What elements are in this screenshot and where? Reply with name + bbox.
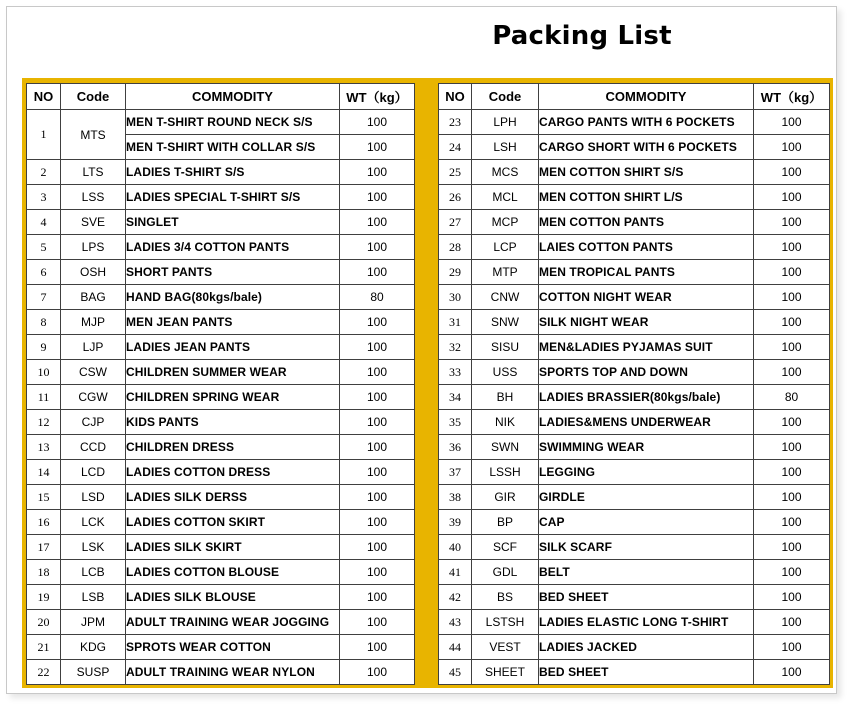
table-body-left bbox=[27, 110, 415, 685]
item-weight: 100 bbox=[340, 210, 415, 235]
item-number: 24 bbox=[439, 135, 472, 160]
table-row bbox=[439, 235, 830, 260]
table-row bbox=[27, 385, 415, 410]
table-row bbox=[27, 585, 415, 610]
item-commodity: SILK SCARF bbox=[539, 535, 754, 560]
item-weight: 100 bbox=[754, 160, 830, 185]
item-weight: 100 bbox=[754, 585, 830, 610]
item-weight: 100 bbox=[754, 510, 830, 535]
table-row bbox=[27, 310, 415, 335]
item-weight: 80 bbox=[754, 385, 830, 410]
item-number: 28 bbox=[439, 235, 472, 260]
table-row bbox=[439, 585, 830, 610]
item-number: 10 bbox=[27, 360, 61, 385]
table-row bbox=[27, 285, 415, 310]
item-code: SNW bbox=[472, 310, 539, 335]
table-row bbox=[27, 235, 415, 260]
item-number: 40 bbox=[439, 535, 472, 560]
item-commodity: LADIES COTTON BLOUSE bbox=[126, 560, 340, 585]
item-number: 27 bbox=[439, 210, 472, 235]
packing-table-right bbox=[438, 83, 830, 685]
table-row bbox=[27, 560, 415, 585]
item-code: GDL bbox=[472, 560, 539, 585]
item-number: 20 bbox=[27, 610, 61, 635]
item-commodity: LADIES SILK SKIRT bbox=[126, 535, 340, 560]
item-weight: 100 bbox=[340, 185, 415, 210]
item-commodity: MEN COTTON PANTS bbox=[539, 210, 754, 235]
item-weight: 100 bbox=[754, 610, 830, 635]
item-weight: 100 bbox=[754, 110, 830, 135]
item-weight: 100 bbox=[754, 185, 830, 210]
table-row bbox=[439, 110, 830, 135]
item-weight: 100 bbox=[754, 310, 830, 335]
item-number: 6 bbox=[27, 260, 61, 285]
item-weight: 100 bbox=[340, 560, 415, 585]
item-commodity: LADIES SILK BLOUSE bbox=[126, 585, 340, 610]
item-commodity: MEN&LADIES PYJAMAS SUIT bbox=[539, 335, 754, 360]
item-code: GIR bbox=[472, 485, 539, 510]
item-commodity: CHILDREN SPRING WEAR bbox=[126, 385, 340, 410]
table-row bbox=[439, 285, 830, 310]
table-row bbox=[439, 185, 830, 210]
item-number: 34 bbox=[439, 385, 472, 410]
header-code: Code bbox=[61, 84, 126, 110]
item-weight: 100 bbox=[754, 135, 830, 160]
item-weight: 100 bbox=[754, 560, 830, 585]
item-weight: 100 bbox=[340, 410, 415, 435]
item-number: 32 bbox=[439, 335, 472, 360]
item-code: MCS bbox=[472, 160, 539, 185]
item-code: LCP bbox=[472, 235, 539, 260]
table-row bbox=[439, 135, 830, 160]
packing-table-left bbox=[26, 83, 415, 685]
item-commodity: LADIES JEAN PANTS bbox=[126, 335, 340, 360]
item-weight: 100 bbox=[340, 260, 415, 285]
item-number: 29 bbox=[439, 260, 472, 285]
table-row bbox=[27, 660, 415, 685]
item-number: 45 bbox=[439, 660, 472, 685]
table-row bbox=[27, 485, 415, 510]
item-weight: 100 bbox=[340, 385, 415, 410]
table-row bbox=[439, 260, 830, 285]
item-number: 1 bbox=[27, 110, 61, 160]
item-weight: 100 bbox=[340, 310, 415, 335]
table-row bbox=[27, 610, 415, 635]
item-code: LSTSH bbox=[472, 610, 539, 635]
item-weight: 100 bbox=[340, 135, 415, 160]
item-weight: 100 bbox=[340, 335, 415, 360]
item-number: 2 bbox=[27, 160, 61, 185]
item-weight: 100 bbox=[340, 635, 415, 660]
item-weight: 100 bbox=[754, 660, 830, 685]
table-row bbox=[439, 460, 830, 485]
item-weight: 100 bbox=[754, 360, 830, 385]
item-number: 31 bbox=[439, 310, 472, 335]
item-commodity: LEGGING bbox=[539, 460, 754, 485]
item-code: MTS bbox=[61, 110, 126, 160]
table-row bbox=[439, 610, 830, 635]
item-commodity: ADULT TRAINING WEAR NYLON bbox=[126, 660, 340, 685]
item-commodity: LADIES ELASTIC LONG T-SHIRT bbox=[539, 610, 754, 635]
table-row bbox=[439, 435, 830, 460]
table-row bbox=[27, 110, 415, 135]
item-commodity: LADIES SPECIAL T-SHIRT S/S bbox=[126, 185, 340, 210]
item-commodity: SINGLET bbox=[126, 210, 340, 235]
table-row bbox=[439, 210, 830, 235]
item-number: 19 bbox=[27, 585, 61, 610]
item-weight: 100 bbox=[754, 435, 830, 460]
item-weight: 100 bbox=[754, 235, 830, 260]
table-row bbox=[439, 635, 830, 660]
item-code: VEST bbox=[472, 635, 539, 660]
table-row bbox=[27, 160, 415, 185]
table-row bbox=[27, 535, 415, 560]
item-number: 25 bbox=[439, 160, 472, 185]
item-commodity: SPROTS WEAR COTTON bbox=[126, 635, 340, 660]
item-number: 35 bbox=[439, 410, 472, 435]
item-number: 8 bbox=[27, 310, 61, 335]
item-weight: 100 bbox=[340, 435, 415, 460]
item-code: MCP bbox=[472, 210, 539, 235]
item-weight: 80 bbox=[340, 285, 415, 310]
item-weight: 100 bbox=[754, 210, 830, 235]
item-number: 30 bbox=[439, 285, 472, 310]
item-number: 36 bbox=[439, 435, 472, 460]
item-commodity: MEN COTTON SHIRT S/S bbox=[539, 160, 754, 185]
item-code: JPM bbox=[61, 610, 126, 635]
item-code: LSS bbox=[61, 185, 126, 210]
table-row bbox=[27, 410, 415, 435]
table-row bbox=[27, 210, 415, 235]
item-weight: 100 bbox=[340, 460, 415, 485]
item-code: SUSP bbox=[61, 660, 126, 685]
item-weight: 100 bbox=[340, 360, 415, 385]
item-weight: 100 bbox=[754, 260, 830, 285]
item-commodity: LADIES 3/4 COTTON PANTS bbox=[126, 235, 340, 260]
item-number: 9 bbox=[27, 335, 61, 360]
table-row bbox=[27, 260, 415, 285]
item-weight: 100 bbox=[754, 335, 830, 360]
item-code: LSD bbox=[61, 485, 126, 510]
item-number: 23 bbox=[439, 110, 472, 135]
item-code: OSH bbox=[61, 260, 126, 285]
item-weight: 100 bbox=[754, 410, 830, 435]
item-commodity: CHILDREN DRESS bbox=[126, 435, 340, 460]
item-number: 44 bbox=[439, 635, 472, 660]
item-number: 43 bbox=[439, 610, 472, 635]
table-row bbox=[439, 510, 830, 535]
item-commodity: MEN COTTON SHIRT L/S bbox=[539, 185, 754, 210]
item-weight: 100 bbox=[340, 510, 415, 535]
table-row bbox=[27, 510, 415, 535]
table-row bbox=[439, 535, 830, 560]
item-number: 38 bbox=[439, 485, 472, 510]
item-weight: 100 bbox=[754, 635, 830, 660]
item-weight: 100 bbox=[754, 285, 830, 310]
item-commodity: GIRDLE bbox=[539, 485, 754, 510]
item-code: KDG bbox=[61, 635, 126, 660]
item-commodity: MEN TROPICAL PANTS bbox=[539, 260, 754, 285]
table-row bbox=[439, 360, 830, 385]
table-row bbox=[439, 485, 830, 510]
item-number: 18 bbox=[27, 560, 61, 585]
item-code: CSW bbox=[61, 360, 126, 385]
item-code: MCL bbox=[472, 185, 539, 210]
item-code: LCK bbox=[61, 510, 126, 535]
item-number: 42 bbox=[439, 585, 472, 610]
item-weight: 100 bbox=[754, 535, 830, 560]
item-code: SHEET bbox=[472, 660, 539, 685]
header-no: NO bbox=[439, 84, 472, 110]
item-weight: 100 bbox=[340, 585, 415, 610]
table-header-row bbox=[439, 84, 830, 110]
item-code: CCD bbox=[61, 435, 126, 460]
header-code: Code bbox=[472, 84, 539, 110]
item-code: LCD bbox=[61, 460, 126, 485]
item-commodity: LADIES JACKED bbox=[539, 635, 754, 660]
table-row bbox=[439, 560, 830, 585]
item-code: LSB bbox=[61, 585, 126, 610]
item-weight: 100 bbox=[340, 110, 415, 135]
item-number: 7 bbox=[27, 285, 61, 310]
item-code: BH bbox=[472, 385, 539, 410]
table-row bbox=[439, 335, 830, 360]
item-code: LPH bbox=[472, 110, 539, 135]
table-row bbox=[439, 410, 830, 435]
item-weight: 100 bbox=[340, 535, 415, 560]
item-number: 41 bbox=[439, 560, 472, 585]
item-number: 22 bbox=[27, 660, 61, 685]
header-commodity: COMMODITY bbox=[539, 84, 754, 110]
item-weight: 100 bbox=[340, 485, 415, 510]
item-commodity: COTTON NIGHT WEAR bbox=[539, 285, 754, 310]
item-commodity: LADIES BRASSIER(80kgs/bale) bbox=[539, 385, 754, 410]
table-row bbox=[27, 435, 415, 460]
item-commodity: CAP bbox=[539, 510, 754, 535]
table-row bbox=[27, 460, 415, 485]
item-code: CGW bbox=[61, 385, 126, 410]
table-row bbox=[439, 310, 830, 335]
item-commodity: BED SHEET bbox=[539, 660, 754, 685]
item-commodity: BED SHEET bbox=[539, 585, 754, 610]
item-code: CJP bbox=[61, 410, 126, 435]
item-commodity: ADULT TRAINING WEAR JOGGING bbox=[126, 610, 340, 635]
item-number: 15 bbox=[27, 485, 61, 510]
table-row bbox=[27, 335, 415, 360]
item-code: MTP bbox=[472, 260, 539, 285]
item-code: CNW bbox=[472, 285, 539, 310]
item-code: SISU bbox=[472, 335, 539, 360]
item-number: 16 bbox=[27, 510, 61, 535]
header-wt: WT（kg） bbox=[340, 84, 415, 110]
item-number: 26 bbox=[439, 185, 472, 210]
table-row bbox=[27, 360, 415, 385]
packing-list-frame bbox=[22, 78, 833, 688]
item-commodity: LADIES COTTON SKIRT bbox=[126, 510, 340, 535]
item-code: SCF bbox=[472, 535, 539, 560]
item-code: SVE bbox=[61, 210, 126, 235]
item-commodity: MEN JEAN PANTS bbox=[126, 310, 340, 335]
item-number: 37 bbox=[439, 460, 472, 485]
table-row bbox=[439, 385, 830, 410]
table-row bbox=[439, 660, 830, 685]
header-commodity: COMMODITY bbox=[126, 84, 340, 110]
item-number: 14 bbox=[27, 460, 61, 485]
item-code: LJP bbox=[61, 335, 126, 360]
item-code: BP bbox=[472, 510, 539, 535]
item-code: LCB bbox=[61, 560, 126, 585]
item-number: 21 bbox=[27, 635, 61, 660]
item-code: NIK bbox=[472, 410, 539, 435]
item-number: 3 bbox=[27, 185, 61, 210]
item-code: MJP bbox=[61, 310, 126, 335]
table-body-right bbox=[439, 110, 830, 685]
item-code: SWN bbox=[472, 435, 539, 460]
item-commodity: SILK NIGHT WEAR bbox=[539, 310, 754, 335]
item-number: 11 bbox=[27, 385, 61, 410]
item-weight: 100 bbox=[340, 660, 415, 685]
item-commodity: CARGO SHORT WITH 6 POCKETS bbox=[539, 135, 754, 160]
item-commodity: BELT bbox=[539, 560, 754, 585]
item-commodity: SHORT PANTS bbox=[126, 260, 340, 285]
item-number: 13 bbox=[27, 435, 61, 460]
item-code: LSSH bbox=[472, 460, 539, 485]
item-weight: 100 bbox=[340, 160, 415, 185]
item-number: 33 bbox=[439, 360, 472, 385]
item-code: BS bbox=[472, 585, 539, 610]
item-number: 17 bbox=[27, 535, 61, 560]
item-number: 39 bbox=[439, 510, 472, 535]
item-commodity: LADIES SILK DERSS bbox=[126, 485, 340, 510]
item-code: USS bbox=[472, 360, 539, 385]
item-commodity: KIDS PANTS bbox=[126, 410, 340, 435]
item-commodity: MEN T-SHIRT WITH COLLAR S/S bbox=[126, 135, 340, 160]
item-weight: 100 bbox=[340, 610, 415, 635]
table-row bbox=[27, 635, 415, 660]
item-commodity: CARGO PANTS WITH 6 POCKETS bbox=[539, 110, 754, 135]
item-weight: 100 bbox=[340, 235, 415, 260]
item-commodity: LADIES&MENS UNDERWEAR bbox=[539, 410, 754, 435]
item-number: 4 bbox=[27, 210, 61, 235]
item-code: BAG bbox=[61, 285, 126, 310]
item-commodity: CHILDREN SUMMER WEAR bbox=[126, 360, 340, 385]
header-wt: WT（kg） bbox=[754, 84, 830, 110]
table-row bbox=[27, 185, 415, 210]
page-title: Packing List bbox=[492, 21, 672, 51]
item-commodity: MEN T-SHIRT ROUND NECK S/S bbox=[126, 110, 340, 135]
item-commodity: HAND BAG(80kgs/bale) bbox=[126, 285, 340, 310]
item-commodity: SPORTS TOP AND DOWN bbox=[539, 360, 754, 385]
item-code: LSK bbox=[61, 535, 126, 560]
header-no: NO bbox=[27, 84, 61, 110]
item-commodity: LADIES T-SHIRT S/S bbox=[126, 160, 340, 185]
table-header-row bbox=[27, 84, 415, 110]
item-weight: 100 bbox=[754, 460, 830, 485]
item-weight: 100 bbox=[754, 485, 830, 510]
item-commodity: LADIES COTTON DRESS bbox=[126, 460, 340, 485]
item-code: LPS bbox=[61, 235, 126, 260]
item-number: 12 bbox=[27, 410, 61, 435]
item-commodity: LAIES COTTON PANTS bbox=[539, 235, 754, 260]
item-commodity: SWIMMING WEAR bbox=[539, 435, 754, 460]
item-number: 5 bbox=[27, 235, 61, 260]
item-code: LSH bbox=[472, 135, 539, 160]
item-code: LTS bbox=[61, 160, 126, 185]
table-row bbox=[439, 160, 830, 185]
